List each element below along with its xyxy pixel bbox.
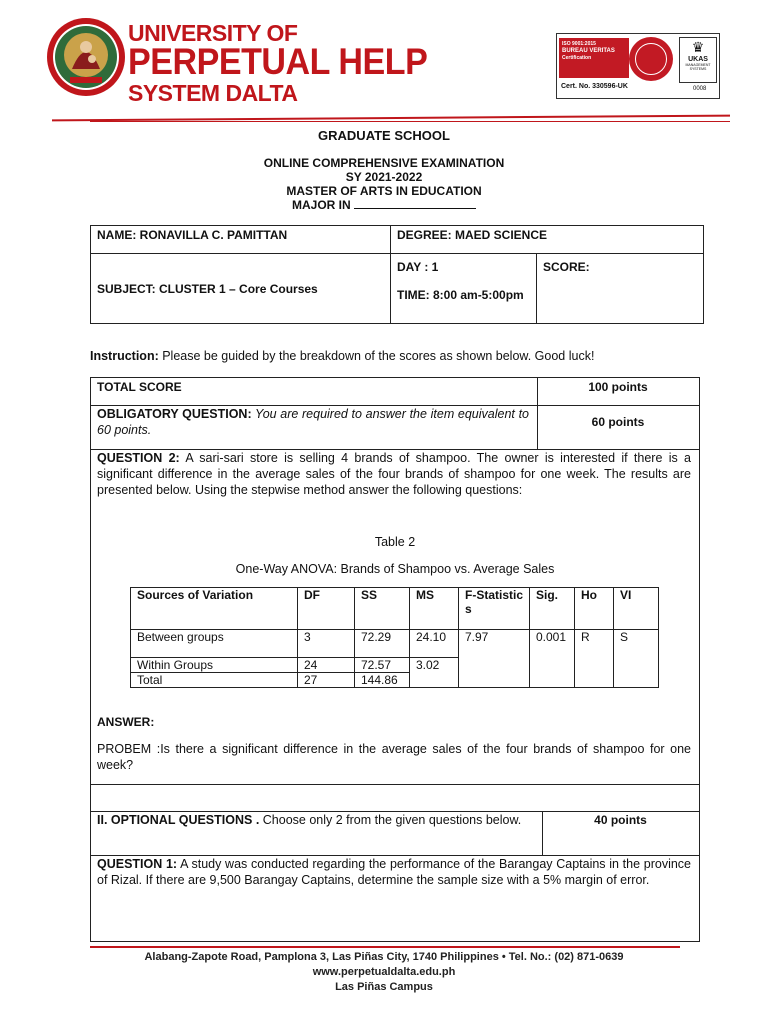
optional-points: 40 points bbox=[594, 813, 647, 827]
question2 bbox=[97, 450, 691, 498]
anova-table bbox=[130, 587, 659, 688]
cert-iso: ISO 9001:2015 bbox=[562, 41, 596, 47]
table-title: One-Way ANOVA: Brands of Shampoo vs. Average Sales bbox=[235, 562, 555, 576]
total-score-label: TOTAL SCORE bbox=[97, 380, 182, 394]
name-cell: NAME: RONAVILLA C. PAMITTAN bbox=[91, 226, 391, 254]
cert-body: BUREAU VERITAS bbox=[562, 48, 615, 54]
university-seal-logo bbox=[46, 17, 126, 97]
anova-header: DF bbox=[298, 588, 355, 630]
ukas-sub: MANAGEMENT SYSTEMS bbox=[685, 63, 711, 71]
program-title: MASTER OF ARTS IN EDUCATION bbox=[286, 184, 482, 198]
row-divider bbox=[91, 784, 699, 785]
footer-website[interactable]: www.perpetualdalta.edu.ph bbox=[312, 966, 456, 978]
question1-label: QUESTION 1: bbox=[97, 857, 178, 871]
ukas-number: 0008 bbox=[693, 86, 707, 92]
anova-cell: 24 bbox=[298, 658, 355, 673]
anova-cell: 72.57 bbox=[355, 658, 410, 673]
ukas-label: UKAS bbox=[688, 56, 708, 63]
day-time-cell bbox=[391, 254, 537, 324]
question2-text: A sari-sari store is selling 4 brands of shampoo. The owner is interested if there is a significant difference in the average sales of the four brands of shampoo for one week. The results are presented below. Using the stepwise method answer the following questions: bbox=[97, 451, 691, 497]
bureau-veritas-box bbox=[559, 38, 629, 78]
anova-header: F-Statistics bbox=[459, 588, 530, 630]
optional-questions bbox=[97, 812, 533, 828]
optional-text: Choose only 2 from the given questions below. bbox=[259, 813, 522, 827]
anova-cell: 24.10 bbox=[410, 630, 459, 658]
question2-label: QUESTION 2: bbox=[97, 451, 180, 465]
major-line bbox=[0, 198, 768, 212]
obligatory-question bbox=[97, 406, 529, 438]
ukas-logo-icon: ♛ UKAS MANAGEMENT SYSTEMS bbox=[679, 37, 717, 83]
anova-cell: 3 bbox=[298, 630, 355, 658]
time-label: TIME: 8:00 am-5:00pm bbox=[397, 288, 524, 302]
anova-cell: Total bbox=[131, 673, 298, 688]
score-cell: SCORE: bbox=[537, 254, 704, 324]
instruction-label: Instruction: bbox=[90, 349, 159, 363]
question1-text: A study was conducted regarding the performance of the Barangay Captains in the province of Rizal. If there are 9,500 Barangay Captains, determine the sample size with a 5% margin of error. bbox=[97, 857, 692, 887]
header-divider-thin bbox=[90, 121, 730, 122]
instruction-text: Please be guided by the breakdown of the scores as shown below. Good luck! bbox=[158, 349, 595, 363]
anova-header: SS bbox=[355, 588, 410, 630]
anova-cell: Within Groups bbox=[131, 658, 298, 673]
anova-cell: R bbox=[575, 630, 614, 688]
major-label: MAJOR IN bbox=[291, 198, 351, 212]
anova-cell: Between groups bbox=[131, 630, 298, 658]
university-name-line2: PERPETUAL HELP bbox=[128, 41, 428, 82]
question1 bbox=[97, 856, 691, 888]
degree-cell: DEGREE: MAED SCIENCE bbox=[391, 226, 704, 254]
major-blank bbox=[354, 198, 476, 209]
instruction-line bbox=[90, 349, 594, 363]
footer-divider bbox=[90, 946, 680, 948]
anova-header: Sig. bbox=[530, 588, 575, 630]
answer-label: ANSWER: bbox=[97, 715, 155, 729]
footer-address: Alabang-Zapote Road, Pamplona 3, Las Piñas City, 1740 Philippines • Tel. No.: (02) 871-0639 bbox=[144, 951, 624, 963]
anova-cell: S bbox=[614, 630, 659, 688]
anova-header: Sources of Variation bbox=[131, 588, 298, 630]
iso-certification-badge bbox=[556, 33, 720, 99]
anova-cell: 72.29 bbox=[355, 630, 410, 658]
cert-number: Cert. No. 330596-UK bbox=[561, 83, 628, 90]
anova-cell: 27 bbox=[298, 673, 355, 688]
university-name-line3: SYSTEM DALTA bbox=[128, 80, 298, 106]
school-year: SY 2021-2022 bbox=[345, 170, 423, 184]
total-score-points: 100 points bbox=[588, 380, 648, 394]
anova-cell: 0.001 bbox=[530, 630, 575, 688]
examinee-info-table bbox=[90, 225, 704, 324]
optional-label: II. OPTIONAL QUESTIONS . bbox=[97, 813, 260, 827]
anova-cell: 144.86 bbox=[355, 673, 410, 688]
cert-body-sub: Certification bbox=[562, 55, 592, 61]
anova-cell: 7.97 bbox=[459, 630, 530, 688]
bureau-veritas-emblem-icon bbox=[629, 37, 673, 81]
obligatory-points: 60 points bbox=[591, 415, 645, 429]
subject-cell: SUBJECT: CLUSTER 1 – Core Courses bbox=[91, 254, 391, 324]
university-name-line1: UNIVERSITY OF bbox=[128, 20, 298, 46]
anova-header: VI bbox=[614, 588, 659, 630]
school-title: GRADUATE SCHOOL bbox=[318, 128, 450, 143]
anova-header: MS bbox=[410, 588, 459, 630]
table-caption: Table 2 bbox=[374, 535, 416, 549]
obligatory-text: You are required to answer the item equivalent to 60 points. bbox=[97, 407, 529, 437]
problem-text: PROBEM :Is there a significant difference in the average sales of the four brands of shampoo for one week? bbox=[97, 742, 691, 772]
anova-header: Ho bbox=[575, 588, 614, 630]
obligatory-label: OBLIGATORY QUESTION: bbox=[97, 407, 252, 421]
footer-campus: Las Piñas Campus bbox=[335, 981, 433, 993]
day-label: DAY : 1 bbox=[397, 260, 439, 274]
anova-cell: 3.02 bbox=[410, 658, 459, 688]
exam-title: ONLINE COMPREHENSIVE EXAMINATION bbox=[263, 156, 505, 170]
